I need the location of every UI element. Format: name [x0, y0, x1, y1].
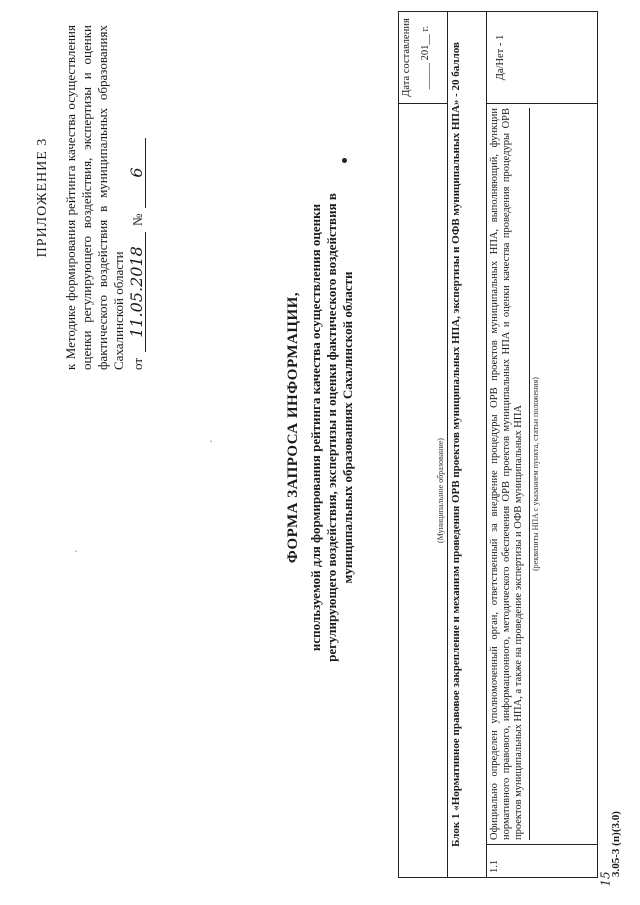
date-header: Дата составления	[401, 18, 412, 97]
date-cell	[399, 12, 447, 104]
item-number: 1.1	[489, 859, 500, 873]
form-subtitle: используемой для формирования рейтинга качества осуществления оценки регулирующего воздействия, экспертизы и оценки фактического воздействия в муниципальных образованиях Сахалинской области	[308, 193, 355, 662]
info-table	[398, 11, 598, 878]
scan-speck: ˊ	[210, 439, 221, 443]
municipality-caption: (Муниципальное образование)	[436, 438, 445, 543]
handwritten-number: 6	[129, 138, 146, 208]
appendix-block	[35, 25, 146, 370]
item-text: Официально определен уполномоченный орган, ответственный за внедрение процедуры ОРВ проектов муниципальных НПА, выполняющий, функции нормативного правового, информационного, методического обеспечения ОРВ проектов муниципальных НПА и оценки качества проведения процедуры ОРВ проектов муниципальных НПА, а также на проведение экспертизы и ОФВ муниципальных НПА	[489, 108, 524, 840]
form-heading	[285, 175, 356, 680]
table-row-block	[448, 12, 487, 877]
item-cell	[487, 104, 597, 845]
document-code: 3.05-3 (п)(3.0)	[610, 811, 622, 877]
handwritten-date: 11.05.2018	[129, 232, 146, 352]
table-row-item	[487, 12, 597, 877]
appendix-date-line	[129, 25, 146, 370]
number-label: №	[130, 213, 145, 226]
table-row-municipality	[399, 12, 448, 877]
block-title: Блок 1 «Нормативное правовое закрепление и механизм проведения ОРВ проектов муниципальных НПА, экспертизы и ОФВ муниципальных НПА» - 20 баллов	[450, 42, 462, 847]
appendix-text: к Методике формирования рейтинга качества осуществления оценки регулирующего воздействия, экспертизы и оценки фактического воздействия в муниципальных образованиях Сахалинской области	[63, 25, 126, 370]
appendix-title: ПРИЛОЖЕНИЕ 3	[35, 137, 50, 258]
scan-dot	[342, 158, 347, 163]
from-label: от	[130, 357, 145, 370]
municipality-cell	[399, 104, 447, 877]
form-title: ФОРМА ЗАПРОСА ИНФОРМАЦИИ,	[285, 291, 301, 564]
page-mark: 15	[598, 871, 613, 887]
scan-speck: ˊ	[75, 549, 86, 553]
item-caption: (реквизиты НПА с указанием пункта, статьи положения)	[529, 108, 540, 840]
item-answer: Да/Нет - 1	[487, 12, 597, 104]
date-value: _____ 201__ г.	[420, 25, 431, 90]
